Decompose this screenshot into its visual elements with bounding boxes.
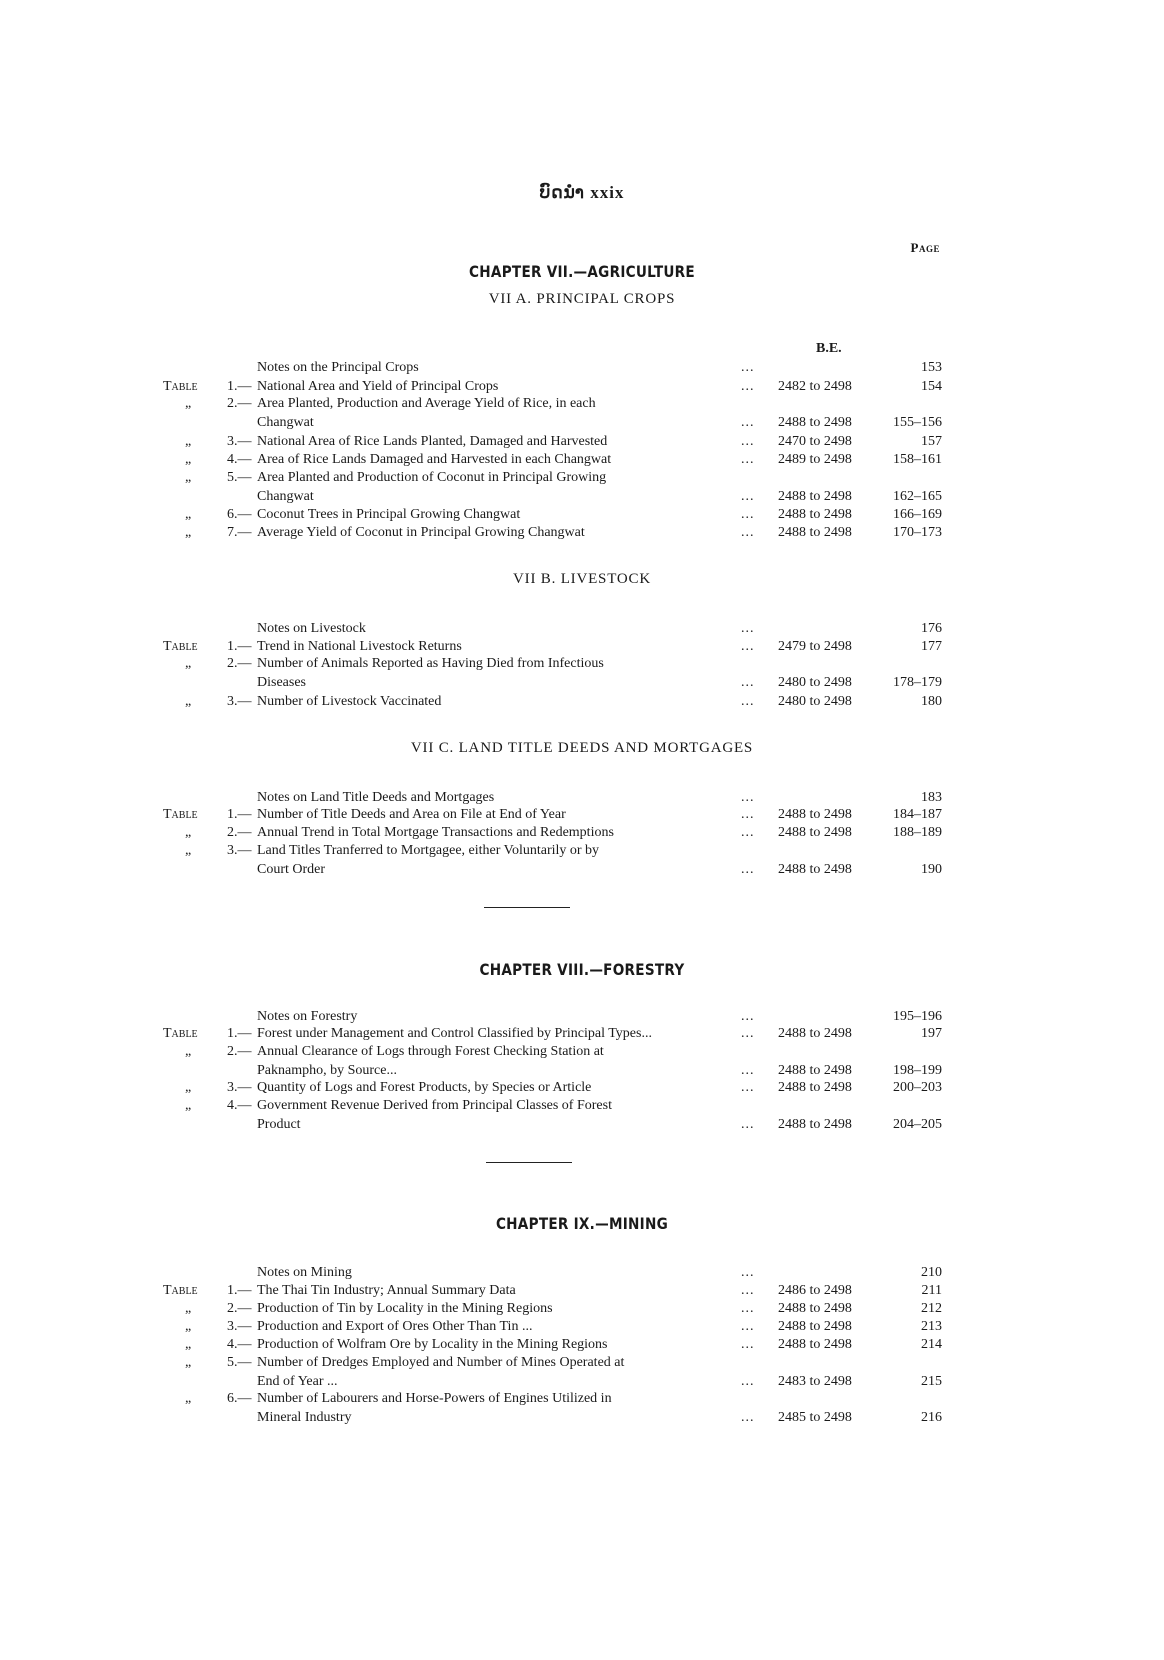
leader-dots: ...: [741, 1063, 755, 1078]
table-prefix: „: [185, 1098, 192, 1113]
leader-dots: ...: [741, 639, 755, 654]
be-year-range: 2488 to 2498: [778, 1301, 852, 1316]
entry-title: Area of Rice Lands Damaged and Harvested in each Changwat: [257, 452, 612, 467]
leader-dots: ...: [741, 1080, 755, 1095]
be-year-range: 2479 to 2498: [778, 639, 852, 654]
be-year-range: 2488 to 2498: [778, 525, 852, 540]
table-prefix: „: [185, 1080, 192, 1095]
table-prefix: „: [185, 656, 192, 671]
leader-dots: ...: [741, 1283, 755, 1298]
table-number: 6.—: [227, 507, 252, 522]
table-number: 3.—: [227, 1319, 252, 1334]
leader-dots: ...: [741, 694, 755, 709]
table-prefix: „: [185, 525, 192, 540]
leader-dots: ...: [741, 434, 755, 449]
page-number: 170–173: [893, 525, 942, 540]
leader-dots: ...: [741, 489, 755, 504]
chapter-title-agriculture: CHAPTER VII.—AGRICULTURE: [469, 262, 695, 281]
entry-title: Number of Dredges Employed and Number of Mines Operated at: [257, 1355, 625, 1370]
be-year-range: 2488 to 2498: [778, 489, 852, 504]
page-number: 158–161: [893, 452, 942, 467]
table-number: 6.—: [227, 1391, 252, 1406]
leader-dots: ...: [741, 1410, 755, 1425]
page-number: 177: [921, 639, 942, 654]
table-number: 2.—: [227, 1044, 252, 1059]
entry-title-continuation: Paknampho, by Source...: [257, 1063, 397, 1078]
table-prefix: „: [185, 507, 192, 522]
entry-title-continuation: Changwat: [257, 489, 314, 504]
page-number: 197: [921, 1026, 942, 1041]
entry-title: Number of Labourers and Horse-Powers of Engines Utilized in: [257, 1391, 612, 1406]
chapter-title-mining: CHAPTER IX.—MINING: [495, 1214, 669, 1233]
table-prefix: Table: [163, 639, 198, 654]
page-number: 176: [921, 621, 942, 636]
entry-title-continuation: End of Year ...: [257, 1374, 338, 1389]
be-year-range: 2486 to 2498: [778, 1283, 852, 1298]
leader-dots: ...: [741, 1026, 755, 1041]
table-number: 5.—: [227, 470, 252, 485]
section-title-livestock: VII B. LIVESTOCK: [513, 571, 651, 587]
page-number: 210: [921, 1265, 942, 1280]
entry-title: Number of Animals Reported as Having Died from Infectious: [257, 656, 604, 671]
leader-dots: ...: [741, 525, 755, 540]
table-prefix: Table: [163, 1026, 198, 1041]
page-number: 157: [921, 434, 942, 449]
leader-dots: ...: [741, 675, 755, 690]
be-year-range: 2482 to 2498: [778, 379, 852, 394]
page-number: 178–179: [893, 675, 942, 690]
entry-title: National Area of Rice Lands Planted, Damaged and Harvested: [257, 434, 608, 449]
entry-title: Notes on Mining: [257, 1265, 352, 1280]
be-year-range: 2480 to 2498: [778, 675, 852, 690]
table-number: 2.—: [227, 656, 252, 671]
be-year-range: 2488 to 2498: [778, 807, 852, 822]
entry-title: Area Planted, Production and Average Yield of Rice, in each: [257, 396, 596, 411]
be-year-range: 2485 to 2498: [778, 1410, 852, 1425]
table-prefix: „: [185, 694, 192, 709]
leader-dots: ...: [741, 360, 755, 375]
be-year-range: 2489 to 2498: [778, 452, 852, 467]
table-number: 2.—: [227, 1301, 252, 1316]
be-year-range: 2488 to 2498: [778, 1319, 852, 1334]
page-number: 213: [921, 1319, 942, 1334]
entry-title: Trend in National Livestock Returns: [257, 639, 462, 654]
be-column-label: B.E.: [816, 341, 842, 356]
leader-dots: ...: [741, 1009, 755, 1024]
table-number: 1.—: [227, 807, 252, 822]
page-number: 184–187: [893, 807, 942, 822]
be-year-range: 2488 to 2498: [778, 825, 852, 840]
table-prefix: „: [185, 1391, 192, 1406]
table-number: 3.—: [227, 1080, 252, 1095]
page-number: 188–189: [893, 825, 942, 840]
be-year-range: 2483 to 2498: [778, 1374, 852, 1389]
page-number: 153: [921, 360, 942, 375]
entry-title: Area Planted and Production of Coconut in Principal Growing: [257, 470, 607, 485]
page-number: 180: [921, 694, 942, 709]
table-prefix: Table: [163, 1283, 198, 1298]
table-prefix: „: [185, 1319, 192, 1334]
be-year-range: 2488 to 2498: [778, 507, 852, 522]
table-number: 7.—: [227, 525, 252, 540]
leader-dots: ...: [741, 1117, 755, 1132]
entry-title: Annual Trend in Total Mortgage Transactions and Redemptions: [257, 825, 614, 840]
page-number: 166–169: [893, 507, 942, 522]
table-number: 2.—: [227, 825, 252, 840]
be-year-range: 2488 to 2498: [778, 1337, 852, 1352]
leader-dots: ...: [741, 507, 755, 522]
table-number: 4.—: [227, 1337, 252, 1352]
table-prefix: „: [185, 452, 192, 467]
leader-dots: ...: [741, 825, 755, 840]
section-title-land-title-deeds: VII C. LAND TITLE DEEDS AND MORTGAGES: [410, 740, 754, 756]
table-number: 1.—: [227, 379, 252, 394]
table-prefix: „: [185, 396, 192, 411]
table-number: 3.—: [227, 843, 252, 858]
section-title-principal-crops: VII A. PRINCIPAL CROPS: [488, 291, 676, 307]
entry-title: Average Yield of Coconut in Principal Growing Changwat: [257, 525, 585, 540]
entry-title: Notes on Livestock: [257, 621, 366, 636]
page-number: 214: [921, 1337, 942, 1352]
leader-dots: ...: [741, 790, 755, 805]
entry-title: The Thai Tin Industry; Annual Summary Data: [257, 1283, 516, 1298]
entry-title-continuation: Mineral Industry: [257, 1410, 352, 1425]
leader-dots: ...: [741, 1301, 755, 1316]
table-prefix: Table: [163, 807, 198, 822]
leader-dots: ...: [741, 452, 755, 467]
be-year-range: 2488 to 2498: [778, 1026, 852, 1041]
page-number: 212: [921, 1301, 942, 1316]
entry-title: National Area and Yield of Principal Crops: [257, 379, 499, 394]
leader-dots: ...: [741, 415, 755, 430]
page-number: 154: [921, 379, 942, 394]
table-prefix: „: [185, 1044, 192, 1059]
divider-rule: [486, 1162, 572, 1163]
page-number: 204–205: [893, 1117, 942, 1132]
table-number: 1.—: [227, 1026, 252, 1041]
table-prefix: „: [185, 1355, 192, 1370]
leader-dots: ...: [741, 807, 755, 822]
table-number: 4.—: [227, 452, 252, 467]
leader-dots: ...: [741, 1265, 755, 1280]
entry-title: Coconut Trees in Principal Growing Changwat: [257, 507, 521, 522]
page-number: 211: [921, 1283, 942, 1298]
page-number: 162–165: [893, 489, 942, 504]
table-number: 2.—: [227, 396, 252, 411]
be-year-range: 2488 to 2498: [778, 862, 852, 877]
leader-dots: ...: [741, 1374, 755, 1389]
be-year-range: 2488 to 2498: [778, 1080, 852, 1095]
entry-title-continuation: Product: [257, 1117, 301, 1132]
table-number: 5.—: [227, 1355, 252, 1370]
be-year-range: 2488 to 2498: [778, 415, 852, 430]
table-prefix: „: [185, 1337, 192, 1352]
be-year-range: 2488 to 2498: [778, 1117, 852, 1132]
table-prefix: Table: [163, 379, 198, 394]
entry-title: Notes on Forestry: [257, 1009, 358, 1024]
be-year-range: 2470 to 2498: [778, 434, 852, 449]
table-prefix: „: [185, 825, 192, 840]
entry-title: Number of Title Deeds and Area on File at End of Year: [257, 807, 566, 822]
entry-title: Government Revenue Derived from Principal Classes of Forest: [257, 1098, 612, 1113]
page-number: 200–203: [893, 1080, 942, 1095]
table-number: 1.—: [227, 1283, 252, 1298]
entry-title-continuation: Changwat: [257, 415, 314, 430]
leader-dots: ...: [741, 1337, 755, 1352]
entry-title-continuation: Court Order: [257, 862, 326, 877]
page-number: 216: [921, 1410, 942, 1425]
chapter-title-forestry: CHAPTER VIII.—FORESTRY: [479, 960, 685, 979]
be-year-range: 2488 to 2498: [778, 1063, 852, 1078]
table-number: 3.—: [227, 434, 252, 449]
divider-rule: [484, 907, 570, 908]
page-number: 215: [921, 1374, 942, 1389]
leader-dots: ...: [741, 862, 755, 877]
entry-title: Production of Wolfram Ore by Locality in the Mining Regions: [257, 1337, 608, 1352]
leader-dots: ...: [741, 379, 755, 394]
page-number: 195–196: [893, 1009, 942, 1024]
entry-title: Quantity of Logs and Forest Products, by Species or Article: [257, 1080, 592, 1095]
page-number: 155–156: [893, 415, 942, 430]
entry-title: Annual Clearance of Logs through Forest Checking Station at: [257, 1044, 604, 1059]
entry-title: Notes on the Principal Crops: [257, 360, 419, 375]
entry-title: Notes on Land Title Deeds and Mortgages: [257, 790, 495, 805]
leader-dots: ...: [741, 621, 755, 636]
table-prefix: „: [185, 470, 192, 485]
table-number: 3.—: [227, 694, 252, 709]
leader-dots: ...: [741, 1319, 755, 1334]
entry-title: Land Titles Tranferred to Mortgagee, either Voluntarily or by: [257, 843, 600, 858]
entry-title: Forest under Management and Control Classified by Principal Types...: [257, 1026, 652, 1041]
table-number: 1.—: [227, 639, 252, 654]
page-number: 198–199: [893, 1063, 942, 1078]
be-year-range: 2480 to 2498: [778, 694, 852, 709]
entry-title-continuation: Diseases: [257, 675, 306, 690]
page-number: 190: [921, 862, 942, 877]
table-prefix: „: [185, 434, 192, 449]
entry-title: Number of Livestock Vaccinated: [257, 694, 442, 709]
table-prefix: „: [185, 843, 192, 858]
page-column-label: Page: [910, 240, 940, 255]
entry-title: Production of Tin by Locality in the Mining Regions: [257, 1301, 553, 1316]
table-prefix: „: [185, 1301, 192, 1316]
page-number: 183: [921, 790, 942, 805]
entry-title: Production and Export of Ores Other Than Tin ...: [257, 1319, 533, 1334]
table-number: 4.—: [227, 1098, 252, 1113]
page-header: ບົດນຳ xxix: [539, 183, 625, 202]
